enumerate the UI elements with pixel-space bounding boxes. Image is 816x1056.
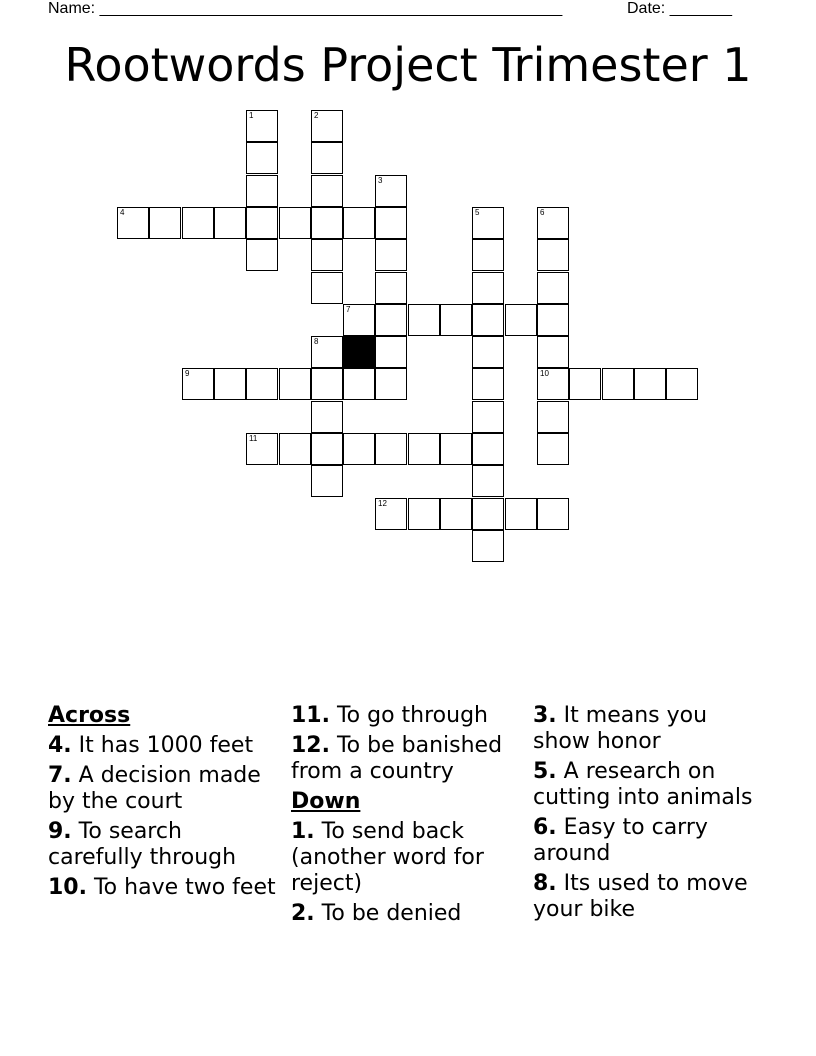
- cell-number: 11: [249, 434, 258, 443]
- clue-across-9: [48, 819, 280, 871]
- grid-cell[interactable]: [311, 175, 343, 207]
- grid-cell[interactable]: [246, 239, 278, 271]
- clue-number: 8.: [533, 871, 557, 896]
- clue-down-1: [291, 819, 523, 897]
- grid-cell[interactable]: [311, 110, 343, 142]
- grid-cell[interactable]: [537, 272, 569, 304]
- clue-number: 9.: [48, 819, 72, 844]
- grid-cell[interactable]: [666, 368, 698, 400]
- grid-cell[interactable]: [472, 368, 504, 400]
- cell-number: 4: [120, 208, 125, 217]
- grid-cell[interactable]: [569, 368, 601, 400]
- clue-down-6: [533, 815, 765, 867]
- clue-number: 2.: [291, 901, 315, 926]
- page-title: Rootwords Project Trimester 1: [64, 38, 752, 92]
- grid-cell[interactable]: [311, 142, 343, 174]
- clue-number: 4.: [48, 733, 72, 758]
- grid-cell[interactable]: [472, 207, 504, 239]
- clue-text: A decision made by the court: [48, 763, 261, 814]
- clue-down-5: [533, 759, 765, 811]
- grid-cell[interactable]: [182, 368, 214, 400]
- cell-number: 12: [378, 499, 387, 508]
- grid-cell[interactable]: [279, 433, 311, 465]
- cell-number: 9: [185, 369, 190, 378]
- grid-cell[interactable]: [537, 498, 569, 530]
- clue-number: 7.: [48, 763, 72, 788]
- grid-cell[interactable]: [375, 207, 407, 239]
- grid-cell[interactable]: [440, 498, 472, 530]
- cell-number: 8: [314, 337, 319, 346]
- across-heading: Across: [48, 703, 131, 728]
- clue-across-11: [291, 703, 523, 729]
- grid-cell[interactable]: [440, 433, 472, 465]
- name-field-label: Name: ____________________________________________________: [48, 0, 563, 17]
- grid-cell[interactable]: [375, 336, 407, 368]
- clue-text: To go through: [336, 703, 488, 728]
- grid-cell[interactable]: [311, 465, 343, 497]
- grid-cell[interactable]: [472, 272, 504, 304]
- clue-down-3: [533, 703, 765, 755]
- grid-cell[interactable]: [149, 207, 181, 239]
- cell-number: 5: [475, 208, 480, 217]
- clue-number: 10.: [48, 875, 87, 900]
- grid-cell[interactable]: [246, 433, 278, 465]
- clues-column-3: [533, 703, 765, 927]
- clue-across-10: [48, 875, 280, 901]
- clue-number: 1.: [291, 819, 315, 844]
- clue-number: 6.: [533, 815, 557, 840]
- grid-cell[interactable]: [375, 304, 407, 336]
- grid-cell[interactable]: [375, 239, 407, 271]
- grid-cell[interactable]: [472, 498, 504, 530]
- grid-cell[interactable]: [472, 530, 504, 562]
- grid-cell[interactable]: [343, 368, 375, 400]
- grid-cell[interactable]: [537, 401, 569, 433]
- grid-cell[interactable]: [634, 368, 666, 400]
- cell-number: 3: [378, 176, 383, 185]
- grid-cell[interactable]: [408, 304, 440, 336]
- grid-cell[interactable]: [537, 207, 569, 239]
- clue-number: 12.: [291, 733, 330, 758]
- grid-cell[interactable]: [472, 465, 504, 497]
- black-cell: [343, 336, 375, 368]
- grid-cell[interactable]: [214, 368, 246, 400]
- grid-cell[interactable]: [246, 110, 278, 142]
- grid-cell[interactable]: [537, 433, 569, 465]
- down-heading: Down: [291, 789, 361, 814]
- clue-number: 3.: [533, 703, 557, 728]
- grid-cell[interactable]: [537, 368, 569, 400]
- grid-cell[interactable]: [279, 368, 311, 400]
- clue-text: To send back (another word for reject): [291, 819, 484, 896]
- grid-cell[interactable]: [537, 336, 569, 368]
- grid-cell[interactable]: [311, 336, 343, 368]
- grid-cell[interactable]: [246, 142, 278, 174]
- clue-across-4: [48, 733, 280, 759]
- grid-cell[interactable]: [311, 272, 343, 304]
- clue-text: Its used to move your bike: [533, 871, 748, 922]
- grid-cell[interactable]: [246, 368, 278, 400]
- grid-cell[interactable]: [472, 336, 504, 368]
- grid-cell[interactable]: [472, 304, 504, 336]
- grid-cell[interactable]: [505, 304, 537, 336]
- clue-text: Easy to carry around: [533, 815, 708, 866]
- grid-cell[interactable]: [472, 239, 504, 271]
- grid-cell[interactable]: [246, 175, 278, 207]
- grid-cell[interactable]: [311, 368, 343, 400]
- grid-cell[interactable]: [343, 207, 375, 239]
- cell-number: 7: [346, 305, 351, 314]
- grid-cell[interactable]: [311, 239, 343, 271]
- grid-cell[interactable]: [537, 239, 569, 271]
- clue-across-12: [291, 733, 523, 785]
- clue-text: To be banished from a country: [291, 733, 503, 784]
- cell-number: 1: [249, 111, 254, 120]
- grid-cell[interactable]: [472, 433, 504, 465]
- grid-cell[interactable]: [375, 175, 407, 207]
- date-field-label: Date: _______: [627, 0, 732, 17]
- grid-cell[interactable]: [182, 207, 214, 239]
- grid-cell[interactable]: [279, 207, 311, 239]
- clue-text: To search carefully through: [48, 819, 237, 870]
- clue-number: 5.: [533, 759, 557, 784]
- grid-cell[interactable]: [602, 368, 634, 400]
- clue-text: To be denied: [321, 901, 462, 926]
- grid-cell[interactable]: [343, 304, 375, 336]
- clues-column-1: [48, 703, 280, 905]
- clue-down-2: [291, 901, 523, 927]
- grid-cell[interactable]: [343, 433, 375, 465]
- clue-text: It means you show honor: [533, 703, 708, 754]
- grid-cell[interactable]: [214, 207, 246, 239]
- clues-column-2: [291, 703, 523, 931]
- grid-cell[interactable]: [375, 433, 407, 465]
- clue-down-8: [533, 871, 765, 923]
- grid-cell[interactable]: [408, 498, 440, 530]
- clue-text: A research on cutting into animals: [533, 759, 753, 810]
- grid-cell[interactable]: [375, 272, 407, 304]
- clue-across-7: [48, 763, 280, 815]
- grid-cell[interactable]: [246, 207, 278, 239]
- clue-text: To have two feet: [93, 875, 276, 900]
- grid-cell[interactable]: [311, 433, 343, 465]
- cell-number: 2: [314, 111, 319, 120]
- grid-cell[interactable]: [537, 304, 569, 336]
- grid-cell[interactable]: [472, 401, 504, 433]
- grid-cell[interactable]: [440, 304, 472, 336]
- grid-cell[interactable]: [375, 498, 407, 530]
- grid-cell[interactable]: [311, 401, 343, 433]
- cell-number: 10: [540, 369, 549, 378]
- grid-cell[interactable]: [408, 433, 440, 465]
- cell-number: 6: [540, 208, 545, 217]
- grid-cell[interactable]: [311, 207, 343, 239]
- grid-cell[interactable]: [117, 207, 149, 239]
- grid-cell[interactable]: [505, 498, 537, 530]
- clue-number: 11.: [291, 703, 330, 728]
- grid-cell[interactable]: [375, 368, 407, 400]
- clue-text: It has 1000 feet: [78, 733, 254, 758]
